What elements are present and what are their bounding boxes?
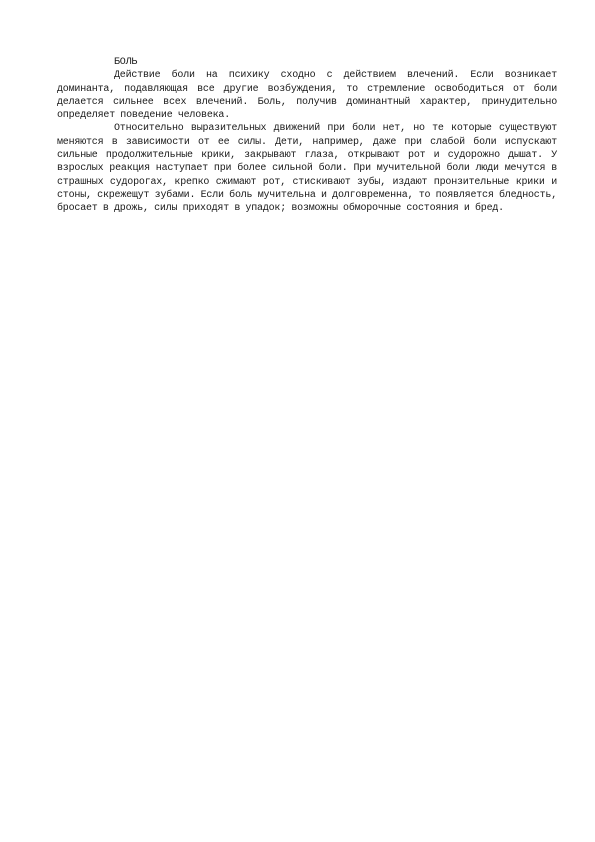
document-body <box>57 56 557 216</box>
paragraph-1: Действие боли на психику сходно с действием влечений. Если возникает доминанта, подавляющая все другие возбуждения, то стремление освободиться от боли делается сильнее всех влечений. Боль, получив доминантный характер, принудительно определяет поведение человека. <box>57 70 557 122</box>
paragraph-2: Относительно выразительных движений при боли нет, но те которые существуют меняются в зависимости от ее силы. Дети, например, даже при слабой боли испускают сильные продолжительные крики, закрывают глаза, открывают рот и судорожно дышат. У взрослых реакция наступает при более сильной боли. При мучительной боли люди мечутся в страшных судорогах, крепко сжимают рот, стискивают зубы, издают пронзительные крики и стоны, скрежещут зубами. Если боль мучительна и долговременна, то появляется бледность, бросает в дрожь, силы приходят в упадок; возможны обморочные состояния и бред. <box>57 123 557 215</box>
document-title: БОЛЬ <box>114 57 138 68</box>
